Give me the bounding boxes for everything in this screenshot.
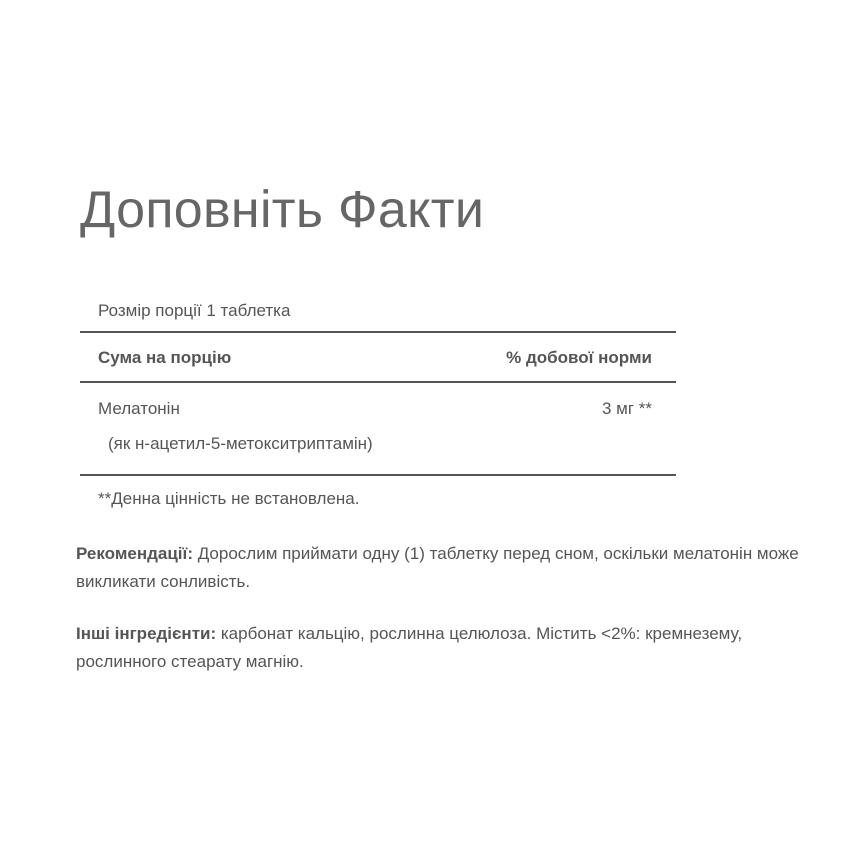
recommendations-text: Дорослим приймати одну (1) таблетку перед сном, оскільки мелатонін може викликати сонливість. (76, 544, 799, 591)
ingredient-amount: 3 мг ** (601, 399, 652, 418)
recommendations-paragraph (76, 540, 836, 596)
serving-size-row (80, 292, 676, 333)
other-ingredients-text: карбонат кальцію, рослинна целюлоза. Містить <2%: кремнезему, рослинного стеарату магнію. (76, 624, 743, 671)
supplement-facts-table (80, 292, 676, 516)
table-header-row (80, 333, 676, 383)
footnote-row (80, 476, 676, 516)
amount-per-serving-header: Сума на порцію (98, 348, 232, 367)
ingredient-form-row (80, 429, 676, 476)
recommendations-label: Рекомендації: (76, 544, 193, 563)
ingredient-form: (як н-ацетил-5-метокситриптамін) (108, 434, 373, 453)
table-row (80, 383, 676, 429)
page-title: Доповніть Факти (80, 181, 485, 239)
daily-value-footnote: **Денна цінність не встановлена. (98, 489, 360, 508)
other-ingredients-paragraph (76, 620, 836, 676)
other-ingredients-label: Інші інгредієнти: (76, 624, 217, 643)
daily-value-header: % добової норми (506, 348, 652, 367)
serving-size-text: Розмір порції 1 таблетка (98, 301, 291, 320)
ingredient-name: Мелатонін (98, 399, 180, 418)
